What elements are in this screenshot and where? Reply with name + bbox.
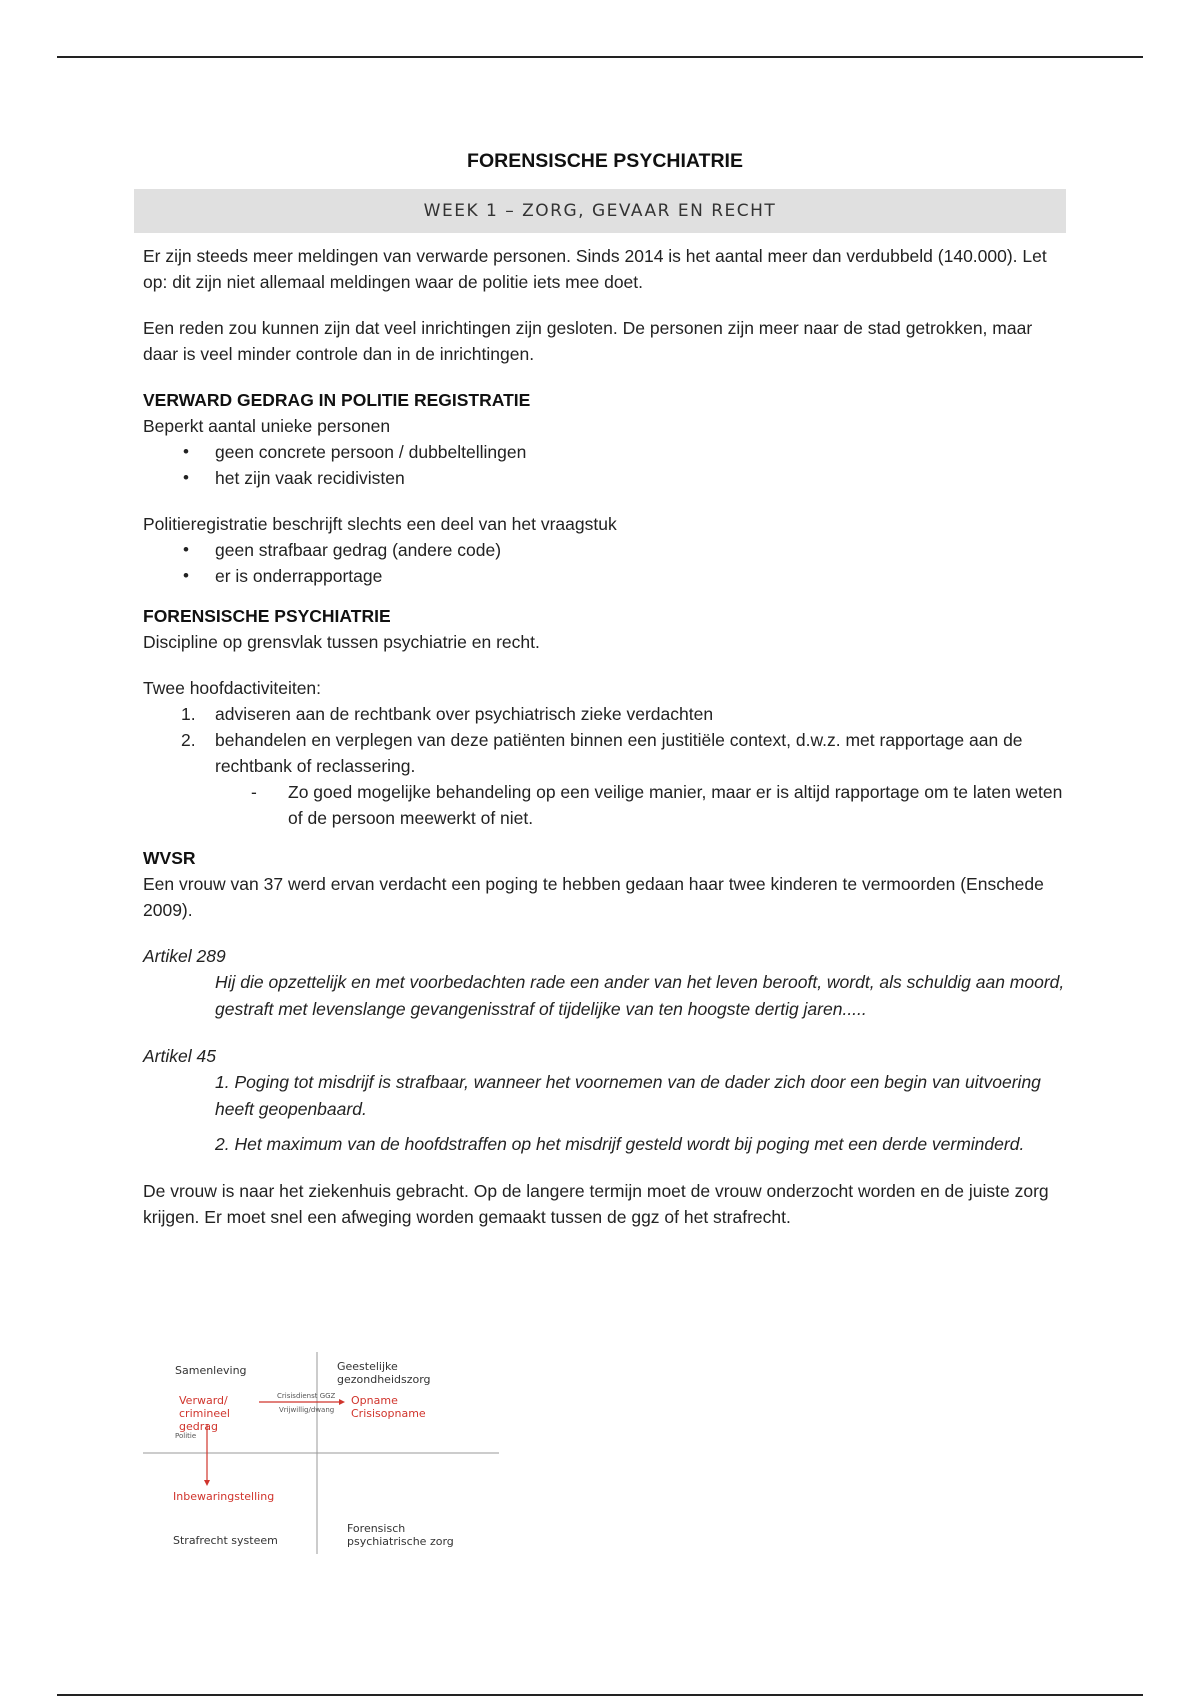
list-item: • geen concrete persoon / dubbeltellingen <box>183 442 527 462</box>
intro-paragraph-1: Er zijn steeds meer meldingen van verwarde personen. Sinds 2014 is het aantal meer dan verdubbeld (140.000). Let op: dit zijn niet allemaal meldingen waar de politie iets mee doet. <box>143 246 1047 292</box>
forensisch-subline: Twee hoofdactiviteiten: <box>143 678 322 698</box>
artikel-289-heading: Artikel 289 <box>143 946 226 966</box>
heading-forensische-psychiatrie: FORENSISCHE PSYCHIATRIE <box>143 606 391 626</box>
heading-verward-gedrag: VERWARD GEDRAG IN POLITIE REGISTRATIE <box>143 390 531 410</box>
list-item: 1. adviseren aan de rechtbank over psychiatrisch zieke verdachten <box>181 704 714 724</box>
header-rule <box>57 56 1143 58</box>
list-item: • er is onderrapportage <box>183 566 383 586</box>
dash-list-item: - Zo goed mogelijke behandeling op een veilige manier, maar er is altijd rapportage om te laten weten of de persoon meewerkt of niet. <box>251 782 1063 828</box>
week-banner: WEEK 1 – ZORG, GEVAAR EN RECHT <box>134 189 1066 233</box>
label-politie: Politie <box>175 1432 197 1440</box>
forensisch-definition: Discipline op grensvlak tussen psychiatrie en recht. <box>143 632 540 652</box>
verward-bullet-list-1 <box>143 439 1067 491</box>
list-item: 2. behandelen en verplegen van deze patiënten binnen een justitiële context, d.w.z. met rapportage aan de rechtbank of reclassering. <box>181 730 1023 776</box>
care-system-diagram <box>143 1352 499 1554</box>
label-crisisdienst: Crisisdienst GGZ <box>277 1392 336 1400</box>
label-verward-gedrag: Verward/ crimineel gedrag <box>179 1394 230 1433</box>
quadrant-forensische-zorg: Forensisch psychiatrische zorg <box>347 1522 454 1548</box>
verward-subline-1: Beperkt aantal unieke personen <box>143 416 391 436</box>
label-inbewaringstelling: Inbewaringstelling <box>173 1490 275 1503</box>
footer-rule <box>57 1694 1143 1696</box>
forensisch-numbered-list <box>143 701 1067 779</box>
label-opname: Opname Crisisopname <box>351 1394 426 1420</box>
list-item: • geen strafbaar gedrag (andere code) <box>183 540 502 560</box>
artikel-289-text: Hij die opzettelijk en met voorbedachten rade een ander van het leven berooft, wordt, als schuldig aan moord, gestraft met levenslange gevangenisstraf of tijdelijke van ten hoogste dertig jaren..... <box>215 972 1065 1019</box>
heading-wvsr: WVSR <box>143 848 196 868</box>
verward-subline-2: Politieregistratie beschrijft slechts een deel van het vraagstuk <box>143 514 617 534</box>
wvsr-case: Een vrouw van 37 werd ervan verdacht een poging te hebben gedaan haar twee kinderen te vermoorden (Enschede 2009). <box>143 874 1044 920</box>
verward-bullet-list-2 <box>143 537 1067 589</box>
artikel-45-lid-2: 2. Het maximum van de hoofdstraffen op het misdrijf gesteld wordt bij poging met een derde verminderd. <box>215 1134 1025 1154</box>
artikel-45-heading: Artikel 45 <box>143 1046 216 1066</box>
quadrant-samenleving: Samenleving <box>175 1364 247 1377</box>
label-vrijwillig: Vrijwillig/dwang <box>279 1406 335 1414</box>
diagram-arrowhead-opname <box>339 1399 345 1405</box>
list-item: • het zijn vaak recidivisten <box>183 468 405 488</box>
wvsr-conclusion: De vrouw is naar het ziekenhuis gebracht. Op de langere termijn moet de vrouw onderzocht worden en de juiste zorg krijgen. Er moet snel een afweging worden gemaakt tussen de ggz of het strafrecht. <box>143 1181 1049 1227</box>
page-title: FORENSISCHE PSYCHIATRIE <box>467 150 743 172</box>
quadrant-strafrecht: Strafrecht systeem <box>173 1534 278 1547</box>
artikel-45-lid-1: 1. Poging tot misdrijf is strafbaar, wanneer het voornemen van de dader zich door een begin van uitvoering heeft geopenbaard. <box>215 1072 1041 1119</box>
diagram-arrowhead-inbewaring <box>204 1480 210 1486</box>
intro-paragraph-2: Een reden zou kunnen zijn dat veel inrichtingen zijn gesloten. De personen zijn meer naar de stad getrokken, maar daar is veel minder controle dan in de inrichtingen. <box>143 318 1033 364</box>
document-body <box>143 150 1067 1230</box>
quadrant-ggz: Geestelijke gezondheidszorg <box>337 1360 431 1386</box>
